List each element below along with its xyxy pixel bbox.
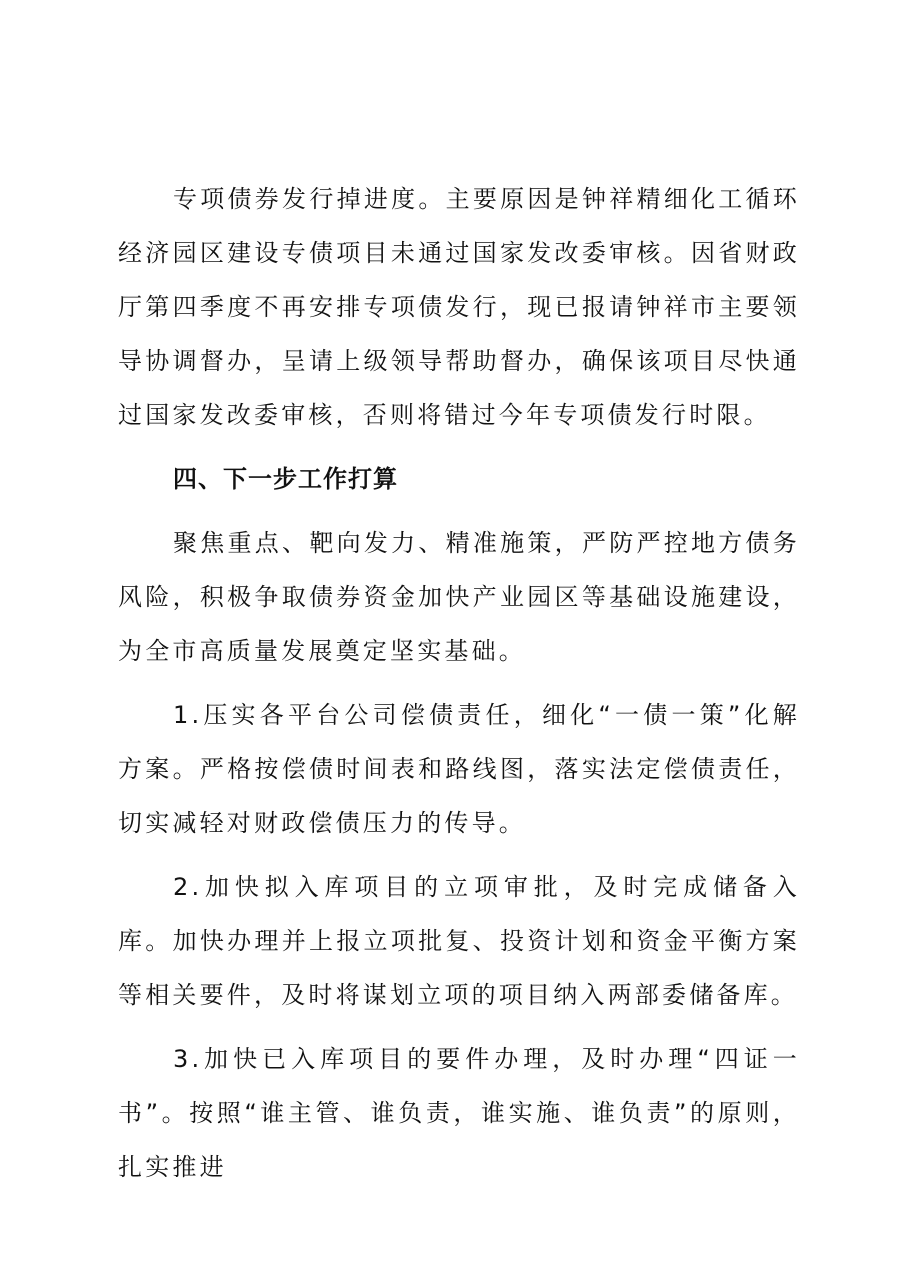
paragraph-item-2: 2.加快拟入库项目的立项审批，及时完成储备入库。加快办理并上报立项批复、投资计划和资金平衡方案等相关要件，及时将谋划立项的项目纳入两部委储备库。 [118,873,800,1009]
paragraph-bond-issuance-delay: 专项债券发行掉进度。主要原因是钟祥精细化工循环经济园区建设专债项目未通过国家发改委审核。因省财政厅第四季度不再安排专项债发行，现已报请钟祥市主要领导协调督办，呈请上级领导帮助督办，确保该项目尽快通过国家发改委审核，否则将错过今年专项债发行时限。 [118,185,800,429]
paragraph-next-steps-intro: 聚焦重点、靶向发力、精准施策，严防严控地方债务风险，积极争取债券资金加快产业园区等基础设施建设，为全市高质量发展奠定坚实基础。 [118,529,800,665]
section-heading-next-steps: 四、下一步工作打算 [173,465,398,493]
paragraph-item-1: 1.压实各平台公司偿债责任，细化“一债一策”化解方案。严格按偿债时间表和路线图，落实法定偿债责任，切实减轻对财政偿债压力的传导。 [118,701,800,837]
paragraph-item-3: 3.加快已入库项目的要件办理，及时办理“四证一书”。按照“谁主管、谁负责，谁实施、谁负责”的原则，扎实推进 [118,1045,800,1181]
document-body [118,172,800,1194]
